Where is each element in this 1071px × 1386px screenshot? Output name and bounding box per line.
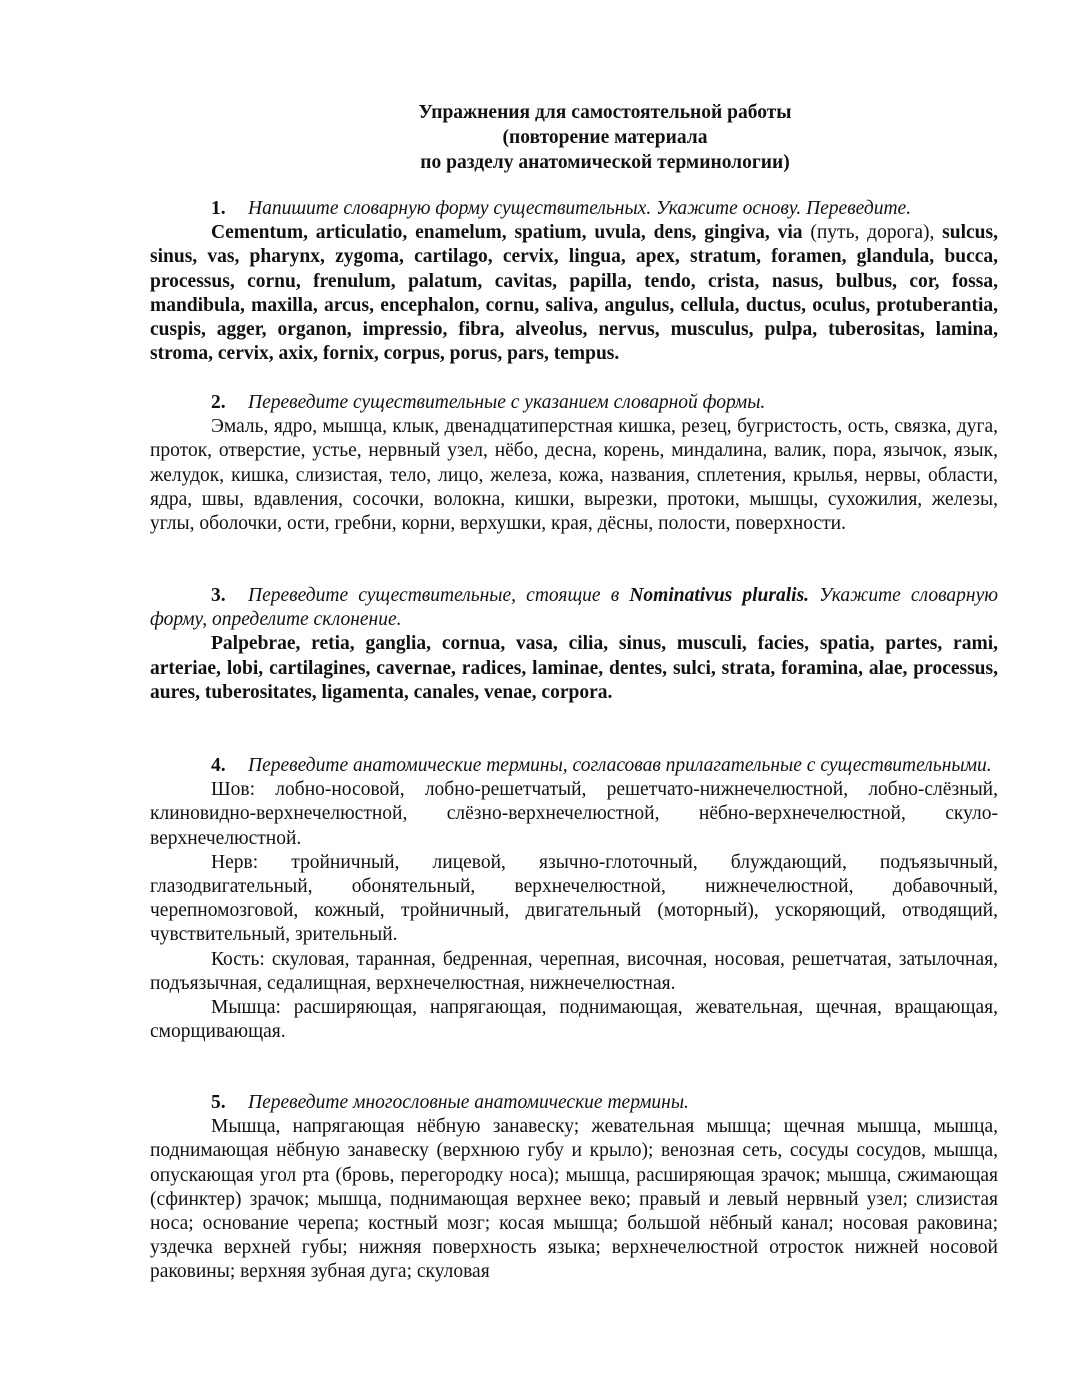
exercise-3	[150, 584, 998, 705]
exercise-3-number: 3.	[211, 585, 226, 606]
exercise-1-note: (путь, дорога),	[802, 222, 935, 244]
exercise-2-body: Эмаль, ядро, мышца, клык, двенадцатиперстная кишка, резец, бугристость, ость, связка, дуга, проток, отверстие, устье, нервный узел, нёбо, десна, корень, миндалина, валик, пора, язычок, язык, желудок, кишка, слизистая, тело, лицо, железа, кожа, названия, сплетения, крылья, нервы, области, ядра, швы, вдавления, сосочки, волокна, кишки, вырезки, протоки, мышцы, сухожилия, железы, углы, оболочки, ости, гребни, корни, верхушки, края, дёсны, полости, поверхности.	[150, 416, 998, 535]
exercise-3-heading	[150, 584, 998, 632]
exercise-4-heading	[150, 754, 998, 778]
exercise-4-bone: Кость: скуловая, таранная, бедренная, черепная, височная, носовая, решетчатая, затылочная, подъязычная, седалищная, верхнечелюстная, нижнечелюстная.	[150, 948, 998, 994]
page-title	[150, 100, 1060, 175]
exercise-1	[150, 197, 998, 366]
title-line-3: по разделу анатомической терминологии)	[420, 152, 790, 173]
exercise-4-task: Переведите анатомические термины, согласовав прилагательные с существительными.	[248, 755, 992, 776]
exercise-4-number: 4.	[211, 755, 226, 776]
exercise-3-task-b: Укажите словарную форму, определите склонение.	[150, 585, 998, 631]
exercise-1-task: Напишите словарную форму существительных. Укажите основу. Переведите.	[248, 198, 912, 219]
exercise-3-task-a: Переведите существительные, стоящие в	[248, 585, 630, 606]
exercise-2	[150, 391, 998, 536]
exercise-4-suture: Шов: лобно-носовой, лобно-решетчатый, решетчато-нижнечелюстной, лобно-слёзный, клиновидно-верхнечелюстной, слёзно-верхнечелюстной, нёбно-верхнечелюстной, скуло-верхнечелюстной.	[150, 779, 998, 849]
title-line-2: (повторение материала	[502, 127, 708, 148]
exercise-2-task: Переведите существительные с указанием словарной формы.	[248, 392, 766, 413]
exercise-3-words: Palpebrae, retia, ganglia, cornua, vasa, cilia, sinus, musculi, facies, spatia, partes, rami, arteriae, lobi, cartilagines, cavernae, radices, laminae, dentes, sulci, strata, foramina, alae, processus, aures, tuberositates, ligamenta, canales, venae, corpora.	[150, 633, 998, 703]
exercise-5-body: Мышца, напрягающая нёбную занавеску; жевательная мышца; щечная мышца, мышца, поднимающая нёбную занавеску (верхнюю губу и крыло); венозная сеть, сосуды сосудов, мышца, опускающая угол рта (бровь, перегородку носа); мышца, расширяющая зрачок; мышца, сжимающая (сфинктер) зрачок; мышца, поднимающая верхнее веко; правый и левый нервный узел; слизистая носа; основание черепа; костный мозг; косая мышца; большой нёбный канал; носовая раковина; уздечка верхней губы; нижняя поверхность языка; верхнечелюстной отросток нижней носовой раковины; верхняя зубная дуга; скуловая	[150, 1116, 998, 1283]
exercise-4	[150, 754, 998, 1044]
exercise-1-heading	[150, 197, 998, 221]
exercise-3-task-bold: Nominativus pluralis.	[629, 585, 810, 606]
exercise-5-number: 5.	[211, 1092, 226, 1113]
exercise-5-task: Переведите многословные анатомические термины.	[248, 1092, 689, 1113]
exercise-1-words-a: Cementum, articulatio, enamelum, spatium, uvula, dens, gingiva, via	[211, 222, 803, 244]
exercise-2-heading	[150, 391, 998, 415]
exercise-4-muscle: Мышца: расширяющая, напрягающая, поднимающая, жевательная, щечная, вращающая, сморщивающая.	[150, 997, 998, 1043]
exercise-5-heading	[150, 1091, 998, 1115]
title-line-1: Упражнения для самостоятельной работы	[418, 102, 792, 123]
exercise-2-number: 2.	[211, 392, 226, 413]
exercise-1-number: 1.	[211, 198, 226, 219]
exercise-4-nerve: Нерв: тройничный, лицевой, язычно-глоточный, блуждающий, подъязычный, глазодвигательный, обонятельный, верхнечелюстной, нижнечелюстной, добавочный, черепномозговой, кожный, тройничный, двигательный (моторный), ускоряющий, отводящий, чувствительный, зрительный.	[150, 851, 998, 946]
exercise-1-words-b: sulcus, sinus, vas, pharynx, zygoma, cartilago, cervix, lingua, apex, stratum, foramen, glandula, bucca, processus, cornu, frenulum, palatum, cavitas, papilla, tendo, crista, nasus, bulbus, cor, fossa, mandibula, maxilla, arcus, encephalon, cornu, saliva, angulus, cellula, ductus, oculus, protuberantia, cuspis, agger, organon, impressio, fibra, alveolus, nervus, musculus, pulpa, tuberositas, lamina, stroma, cervix, axix, fornix, corpus, porus, pars, tempus.	[150, 222, 998, 365]
exercise-1-body	[150, 221, 998, 366]
exercise-5	[150, 1091, 998, 1285]
